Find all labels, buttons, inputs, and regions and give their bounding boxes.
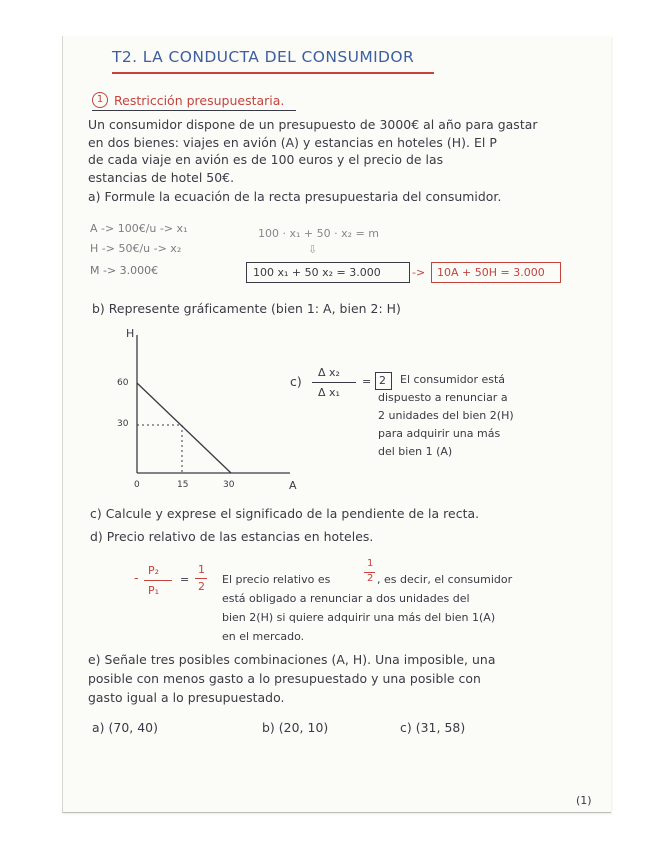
budget-line-graph	[110, 325, 310, 495]
note-a-1: A -> 100€/u -> x₁	[90, 222, 188, 235]
graph-origin: 0	[134, 480, 140, 490]
price-value-denominator: 2	[198, 580, 205, 593]
question-d: d) Precio relativo de las estancias en hoteles.	[90, 529, 374, 544]
note-a-3: M -> 3.000€	[90, 264, 159, 277]
slope-equals: =	[362, 375, 372, 388]
graph-x-tick-30: 30	[223, 480, 235, 490]
intro-line-4: estancias de hotel 50€.	[88, 170, 235, 185]
price-ratio-equals: =	[180, 573, 190, 586]
price-ratio-numerator: P₂	[148, 564, 160, 577]
note-a-2: H -> 50€/u -> x₂	[90, 242, 182, 255]
slope-explanation-5: del bien 1 (A)	[378, 445, 453, 458]
relative-price-text-2: está obligado a renunciar a dos unidades del	[222, 592, 470, 605]
price-ratio-denominator: P₁	[148, 584, 160, 597]
price-ratio-bar	[144, 580, 172, 581]
boxed-equation-text: 100 x₁ + 50 x₂ = 3.000	[253, 266, 381, 279]
page-number: (1)	[576, 794, 592, 807]
slope-denominator: Δ x₁	[318, 386, 340, 399]
inline-fraction-denominator: 2	[367, 573, 374, 584]
relative-price-text-1b: , es decir, el consumidor	[377, 573, 513, 586]
question-c: c) Calcule y exprese el significado de la pendiente de la recta.	[90, 506, 480, 521]
inline-fraction-numerator: 1	[367, 558, 374, 569]
option-b: b) (20, 10)	[262, 720, 329, 735]
question-e-line-1: e) Señale tres posibles combinaciones (A, H). Una imposible, una	[88, 652, 496, 667]
slope-fraction-bar	[312, 382, 356, 383]
slope-explanation-1: El consumidor está	[400, 373, 506, 386]
price-value-numerator: 1	[198, 563, 205, 576]
slope-numerator: Δ x₂	[318, 366, 340, 379]
slope-explanation-4: para adquirir una más	[378, 427, 501, 440]
work-a: 100 · x₁ + 50 · x₂ = m	[258, 227, 379, 240]
graph-x-tick-15: 15	[177, 480, 189, 490]
question-e-line-2: posible con menos gasto a lo presupuestado y una posible con	[88, 671, 481, 686]
title-underline	[112, 72, 434, 74]
section-number-badge: 1	[92, 92, 108, 108]
question-e-line-3: gasto igual a lo presupuestado.	[88, 690, 285, 705]
question-b: b) Represente gráficamente (bien 1: A, bien 2: H)	[92, 301, 401, 316]
section-heading: Restricción presupuestaria.	[114, 93, 285, 108]
section-heading-underline	[92, 110, 296, 111]
result-arrow: ->	[412, 266, 426, 279]
slope-label: c)	[290, 374, 302, 389]
relative-price-text-4: en el mercado.	[222, 630, 305, 643]
relative-price-text-3: bien 2(H) si quiere adquirir una más del bien 1(A)	[222, 611, 496, 624]
intro-line-2: en dos bienes: viajes en avión (A) y estancias en hoteles (H). El P	[88, 135, 497, 150]
slope-value: 2	[379, 374, 386, 387]
graph-y-tick-60: 60	[117, 378, 129, 388]
intro-line-3: de cada viaje en avión es de 100 euros y el precio de las	[88, 152, 444, 167]
answer-a: 10A + 50H = 3.000	[437, 266, 545, 279]
option-a: a) (70, 40)	[92, 720, 158, 735]
intro-line-1: Un consumidor dispone de un presupuesto de 3000€ al año para gastar	[88, 117, 538, 132]
page-title: T2. LA CONDUCTA DEL CONSUMIDOR	[112, 48, 415, 66]
relative-price-text-1: El precio relativo es	[222, 573, 331, 586]
graph-x-label: A	[289, 479, 297, 492]
graph-y-tick-30: 30	[117, 419, 129, 429]
price-ratio-minus: -	[134, 570, 139, 585]
work-a-arrow: ⇩	[308, 243, 318, 256]
option-c: c) (31, 58)	[400, 720, 466, 735]
graph-y-label: H	[126, 327, 135, 340]
question-a: a) Formule la ecuación de la recta presupuestaria del consumidor.	[88, 189, 502, 204]
budget-line	[137, 383, 231, 473]
slope-explanation-2: dispuesto a renunciar a	[378, 391, 508, 404]
slope-explanation-3: 2 unidades del bien 2(H)	[378, 409, 514, 422]
